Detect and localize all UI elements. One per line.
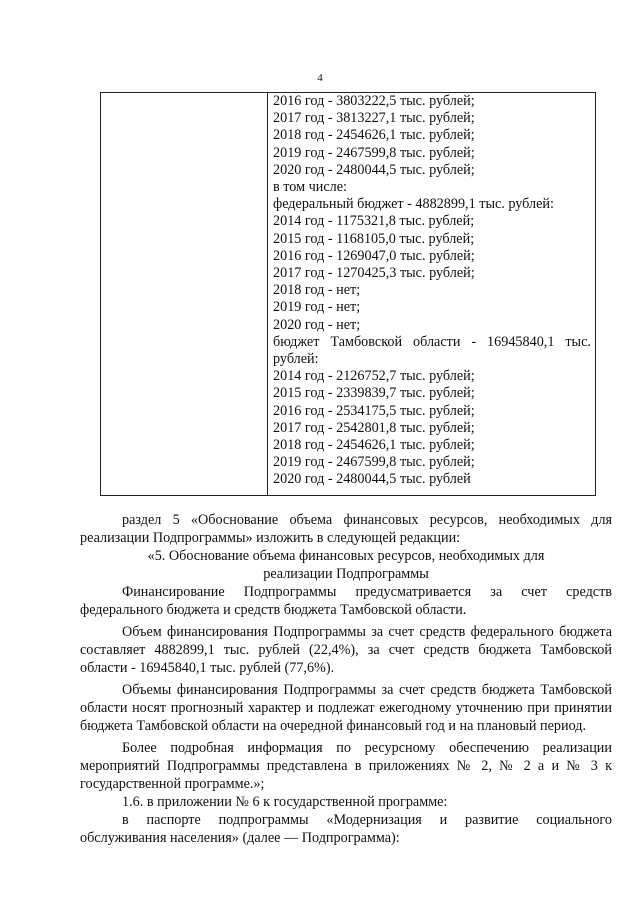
table-line: федеральный бюджет - 4882899,1 тыс. рублей: xyxy=(273,196,554,213)
word: - xyxy=(471,333,477,350)
paragraph-forecast: Объемы финансирования Подпрограммы за счет средств бюджета Тамбовской области носят прогнозный характер и подлежат ежегодному уточнению при принятии бюджета Тамбовской области на очередной финансовый год и на плановый период. xyxy=(80,682,612,734)
table-line: 2018 год - 2454626,1 тыс. рублей; xyxy=(273,437,475,454)
paragraph-financing: Финансирование Подпрограммы предусматривается за счет средств федерального бюджета и средств бюджета Тамбовской области. xyxy=(80,584,612,618)
table-line: 2017 год - 3813227,1 тыс. рублей; xyxy=(273,110,475,127)
table-line: рублей: xyxy=(273,351,319,368)
paragraph-section5-intro: раздел 5 «Обоснование объема финансовых ресурсов, необходимых для реализации Подпрограммы» изложить в следующей редакции: xyxy=(80,512,612,546)
table-value-cell xyxy=(273,93,591,489)
table-line: 2019 год - 2467599,8 тыс. рублей; xyxy=(273,454,475,471)
table-line: 2019 год - 2467599,8 тыс. рублей; xyxy=(273,144,475,161)
table-line: 2020 год - нет; xyxy=(273,316,361,333)
table-line: 2015 год - 1168105,0 тыс. рублей; xyxy=(273,230,475,247)
word: Тамбовской xyxy=(330,333,403,350)
word: области xyxy=(412,333,461,350)
table-line: 2018 год - нет; xyxy=(273,282,361,299)
financing-table xyxy=(100,92,596,496)
table-line: 2016 год - 3803222,5 тыс. рублей; xyxy=(273,93,475,109)
table-column-divider xyxy=(267,93,268,495)
table-line: 2020 год - 2480044,5 тыс. рублей; xyxy=(273,161,475,178)
paragraph-volume: Объем финансирования Подпрограммы за счет средств федерального бюджета составляет 4882899,1 тыс. рублей (22,4%), за счет средств бюджета Тамбовской области - 16945840,1 тыс. рублей (77,6%). xyxy=(80,624,612,676)
table-line: 2015 год - 2339839,7 тыс. рублей; xyxy=(273,385,475,402)
table-line: 2017 год - 1270425,3 тыс. рублей; xyxy=(273,265,475,282)
table-line: 2016 год - 2534175,5 тыс. рублей; xyxy=(273,402,475,419)
paragraph-passport: в паспорте подпрограммы «Модернизация и развитие социального обслуживания населения» (далее — Подпрограмма): xyxy=(80,812,612,846)
paragraph-details: Более подробная информация по ресурсному обеспечению реализации мероприятий Подпрограммы представлена в приложениях № 2, № 2 а и № 3 к государственной программе.»; xyxy=(80,740,612,792)
document-body xyxy=(80,511,612,847)
table-line: 2020 год - 2480044,5 тыс. рублей xyxy=(273,471,471,488)
page-number: 4 xyxy=(317,72,323,84)
paragraph-item-1-6: 1.6. в приложении № 6 к государственной программе: xyxy=(122,794,448,810)
section-heading-line1: «5. Обоснование объема финансовых ресурсов, необходимых для xyxy=(147,548,545,564)
table-line: 2017 год - 2542801,8 тыс. рублей; xyxy=(273,419,475,436)
table-line: 2014 год - 1175321,8 тыс. рублей; xyxy=(273,213,475,230)
word: бюджет xyxy=(273,333,320,350)
table-line: в том числе: xyxy=(273,179,347,196)
table-line: 2014 год - 2126752,7 тыс. рублей; xyxy=(273,368,475,385)
table-line: 2018 год - 2454626,1 тыс. рублей; xyxy=(273,127,475,144)
word: тыс. xyxy=(565,333,591,350)
word: 16945840,1 xyxy=(487,333,555,350)
table-line: 2019 год - нет; xyxy=(273,299,361,316)
table-line: 2016 год - 1269047,0 тыс. рублей; xyxy=(273,247,475,264)
section-heading-line2: реализации Подпрограммы xyxy=(263,566,429,582)
regional-budget-line xyxy=(273,334,591,351)
